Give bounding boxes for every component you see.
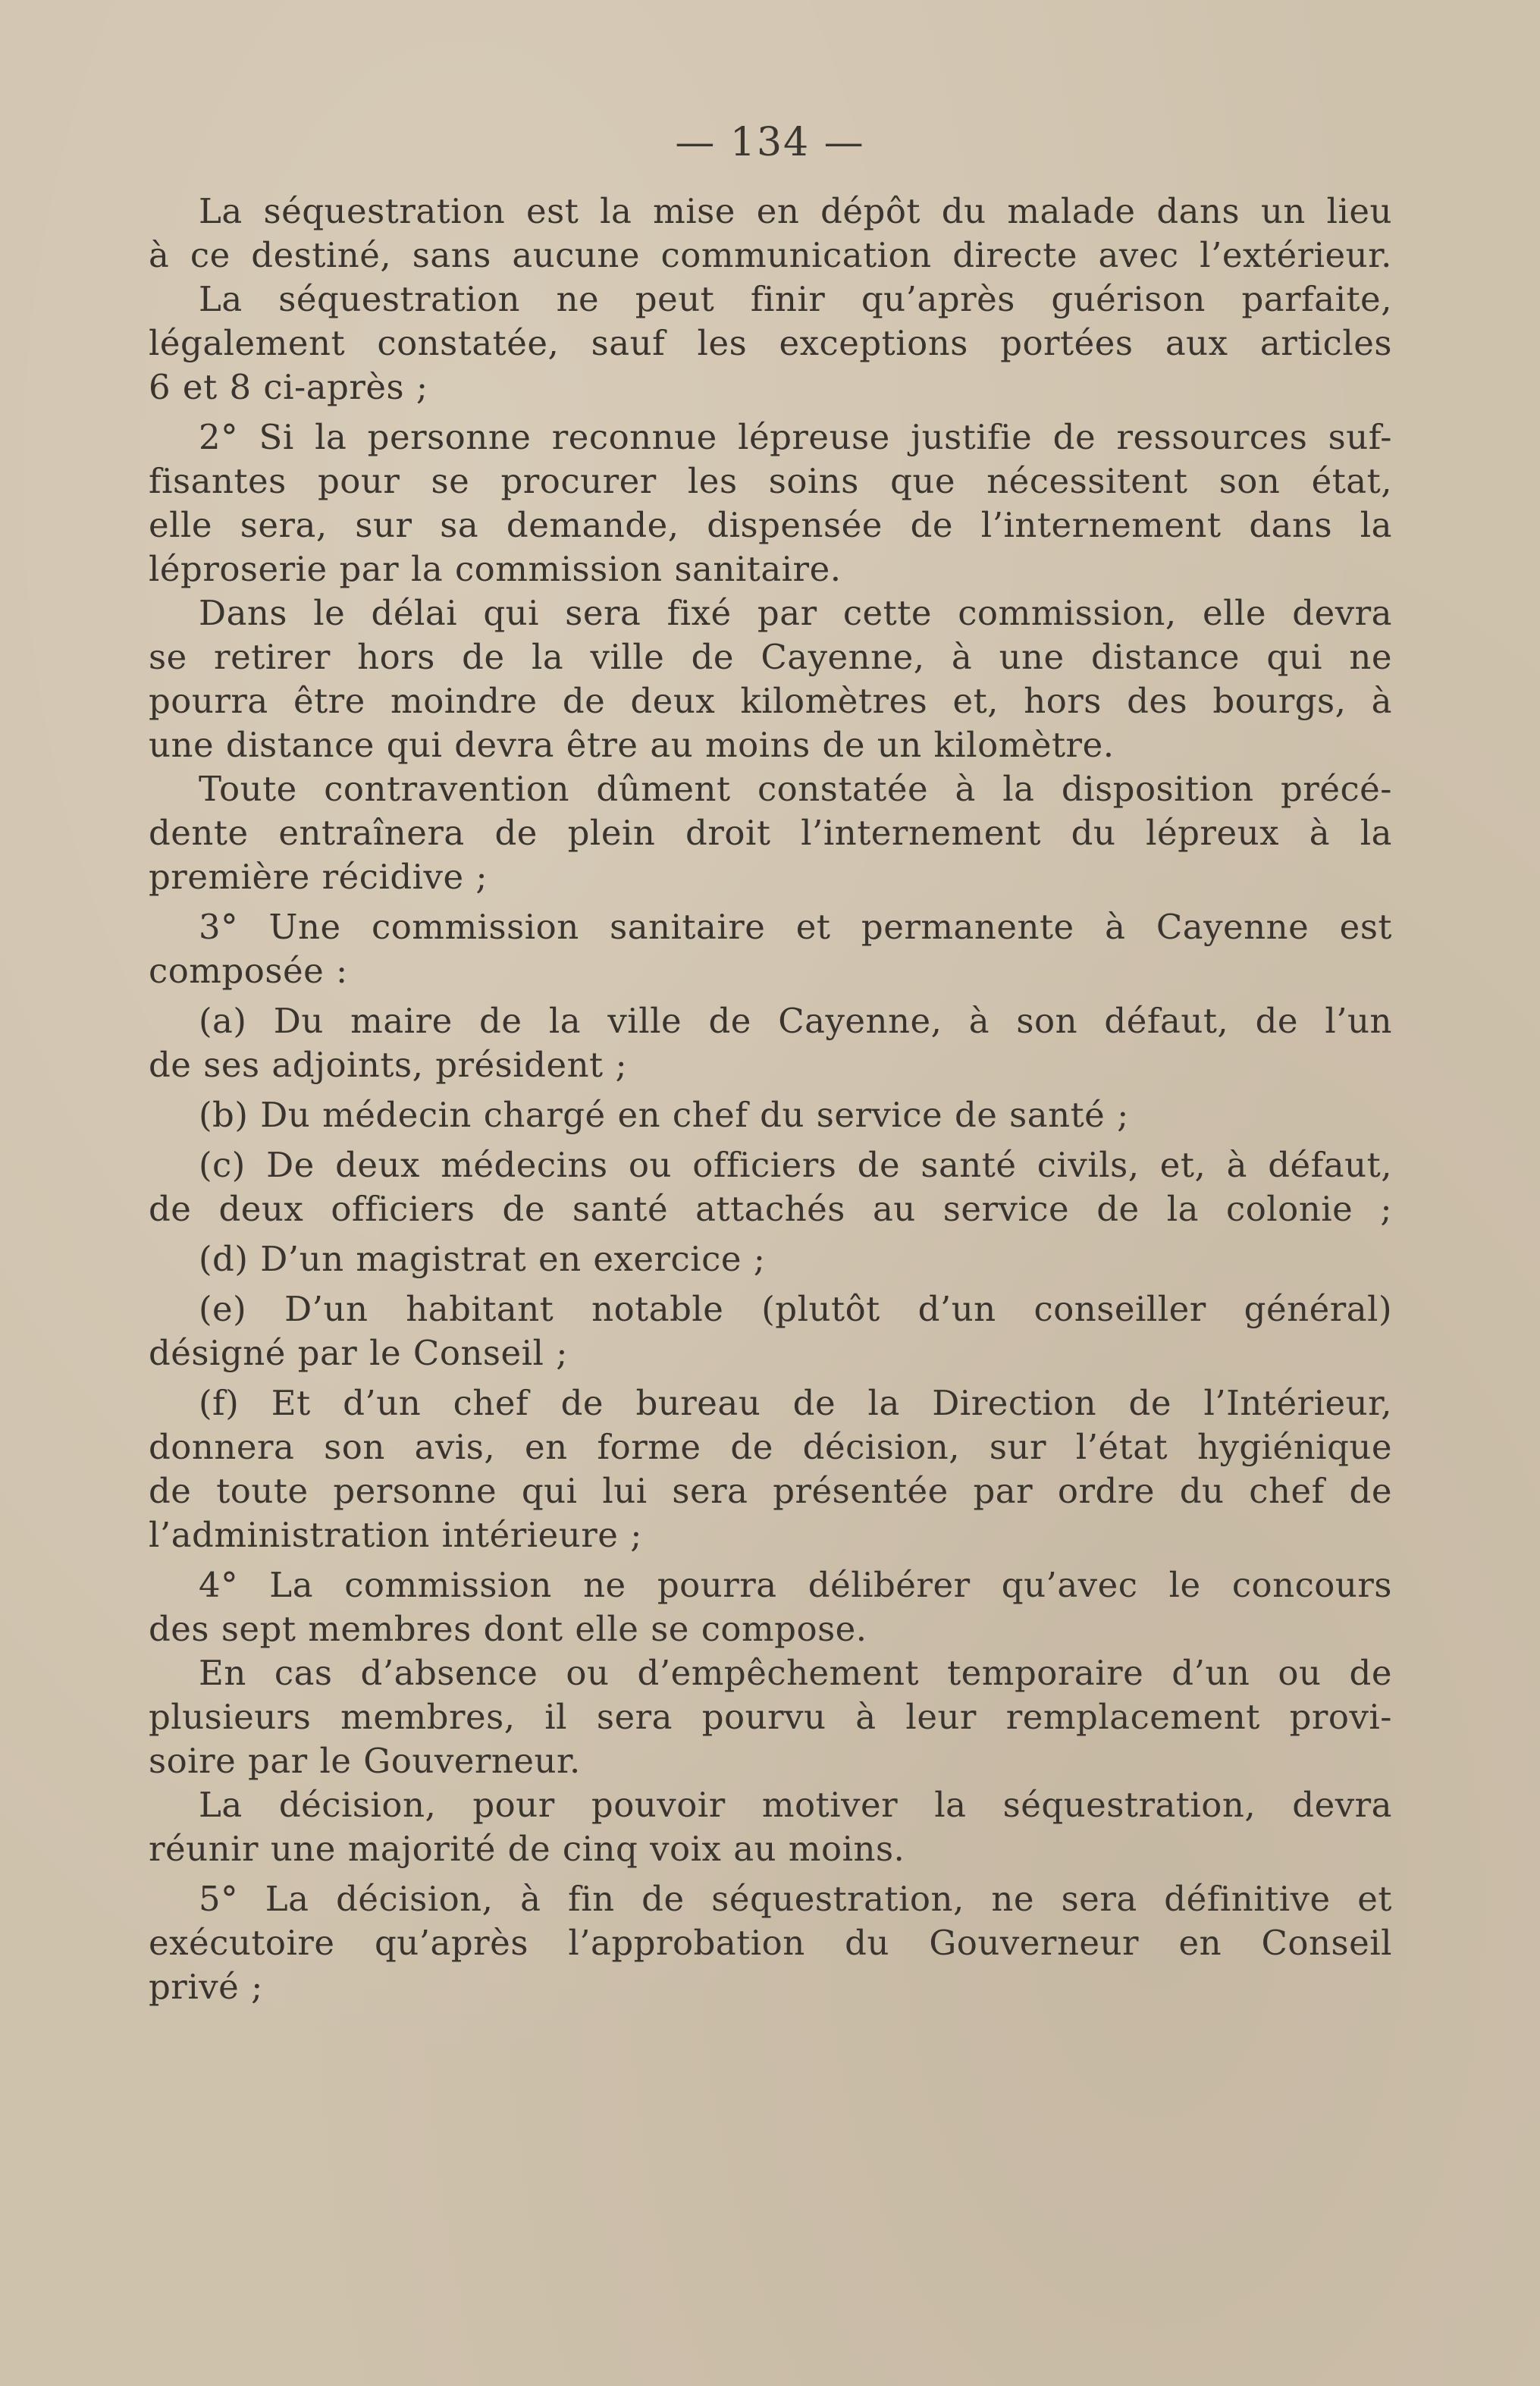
text-line: 4° La commission ne pourra délibérer qu’avec le concours [199,1565,1392,1605]
text-line: (f) Et d’un chef de bureau de la Direction de l’Intérieur, [199,1383,1392,1423]
text-line: Dans le délai qui sera fixé par cette commission, elle devra [199,593,1392,633]
text-line: privé ; [149,1967,263,2007]
text-line: réunir une majorité de cinq voix au moins. [149,1829,905,1869]
text-line: soire par le Gouverneur. [149,1741,581,1781]
text-line: La décision, pour pouvoir motiver la séquestration, devra [199,1785,1392,1825]
text-line: fisantes pour se procurer les soins que nécessitent son état, [149,461,1392,501]
page-number: — 134 — [675,120,865,165]
text-line: se retirer hors de la ville de Cayenne, à une distance qui ne [149,637,1392,677]
text-line: (e) D’un habitant notable (plutôt d’un conseiller général) [199,1289,1392,1329]
text-line: En cas d’absence ou d’empêchement temporaire d’un ou de [199,1653,1392,1693]
text-line: de ses adjoints, président ; [149,1045,628,1085]
text-line: 2° Si la personne reconnue lépreuse justifie de ressources suf- [199,417,1392,457]
text-line: composée : [149,951,348,991]
text-line: Toute contravention dûment constatée à la disposition précé- [199,769,1392,809]
text-line: (d) D’un magistrat en exercice ; [199,1239,766,1279]
text-line: des sept membres dont elle se compose. [149,1609,867,1649]
text-line: donnera son avis, en forme de décision, sur l’état hygiénique [149,1427,1392,1467]
text-line: elle sera, sur sa demande, dispensée de l’internement dans la [149,505,1392,545]
text-line: légalement constatée, sauf les exceptions portées aux articles [149,323,1392,363]
body-text [149,190,1392,2009]
text-line: une distance qui devra être au moins de un kilomètre. [149,725,1115,765]
text-line: 5° La décision, à fin de séquestration, ne sera définitive et [199,1879,1392,1919]
text-line: désigné par le Conseil ; [149,1333,568,1373]
text-line: plusieurs membres, il sera pourvu à leur remplacement provi- [149,1697,1392,1737]
text-line: La séquestration ne peut finir qu’après guérison parfaite, [199,279,1392,319]
text-line: 6 et 8 ci-après ; [149,367,428,407]
text-line: à ce destiné, sans aucune communication directe avec l’extérieur. [149,235,1392,275]
text-line: (b) Du médecin chargé en chef du service de santé ; [199,1095,1129,1135]
text-line: (c) De deux médecins ou officiers de santé civils, et, à défaut, [199,1145,1392,1185]
text-line: de deux officiers de santé attachés au service de la colonie ; [149,1189,1392,1229]
text-line: léproserie par la commission sanitaire. [149,549,842,589]
text-line: de toute personne qui lui sera présentée par ordre du chef de [149,1471,1392,1511]
text-line: exécutoire qu’après l’approbation du Gouverneur en Conseil [149,1923,1392,1963]
text-line: l’administration intérieure ; [149,1515,642,1555]
text-line: La séquestration est la mise en dépôt du malade dans un lieu [199,191,1392,231]
text-line: 3° Une commission sanitaire et permanente à Cayenne est [199,907,1392,947]
text-line: première récidive ; [149,857,488,897]
text-line: pourra être moindre de deux kilomètres et, hors des bourgs, à [149,681,1392,721]
text-line: dente entraînera de plein droit l’internement du lépreux à la [149,813,1392,853]
text-line: (a) Du maire de la ville de Cayenne, à son défaut, de l’un [199,1001,1392,1041]
